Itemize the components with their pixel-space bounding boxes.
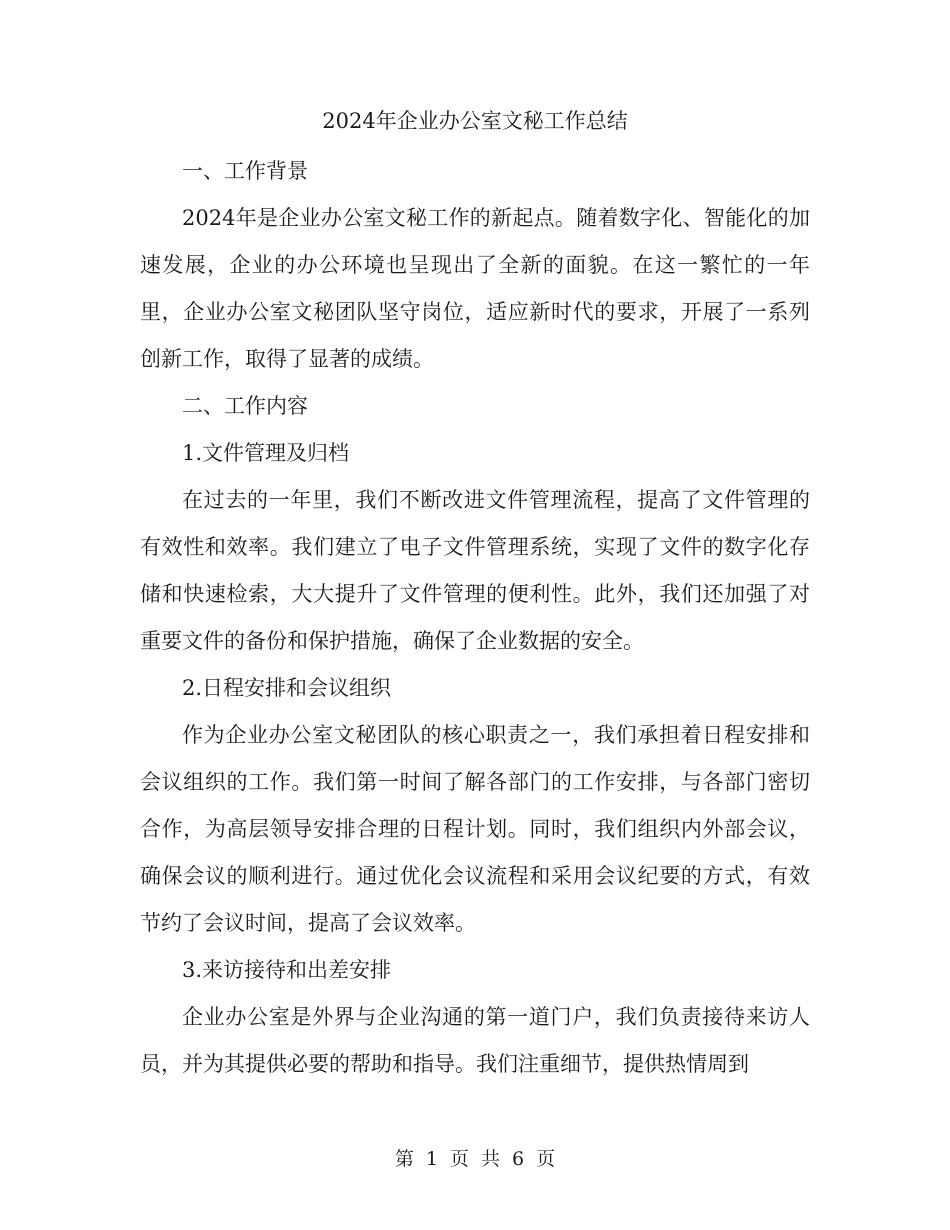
paragraph-background: 2024年是企业办公室文秘工作的新起点。随着数字化、智能化的加速发展，企业的办公环境也呈现出了全新的面貌。在这一繁忙的一年里，企业办公室文秘团队坚守岗位，适应新时代的要求，开展了一系列创新工作，取得了显著的成绩。 (140, 206, 810, 371)
page-number-footer: 第 1 页 共 6 页 (394, 1148, 556, 1170)
paragraph-reception-travel: 企业办公室是外界与企业沟通的第一道门户，我们负责接待来访人员，并为其提供必要的帮助和指导。我们注重细节，提供热情周到 (140, 1005, 810, 1076)
subheading-file-management: 1.文件管理及归档 (182, 441, 350, 465)
paragraph-file-management: 在过去的一年里，我们不断改进文件管理流程，提高了文件管理的有效性和效率。我们建立了电子文件管理系统，实现了文件的数字化存储和快速检索，大大提升了文件管理的便利性。此外，我们还加强了对重要文件的备份和保护措施，确保了企业数据的安全。 (140, 488, 810, 653)
section-heading-content: 二、工作内容 (182, 394, 308, 418)
paragraph-schedule-meetings: 作为企业办公室文秘团队的核心职责之一，我们承担着日程安排和会议组织的工作。我们第一时间了解各部门的工作安排，与各部门密切合作，为高层领导安排合理的日程计划。同时，我们组织内外部会议，确保会议的顺利进行。通过优化会议流程和采用会议纪要的方式，有效节约了会议时间，提高了会议效率。 (140, 723, 810, 935)
document-body (140, 148, 810, 1088)
document-title: 2024年企业办公室文秘工作总结 (322, 109, 628, 133)
section-heading-background: 一、工作背景 (182, 159, 308, 183)
subheading-reception-travel: 3.来访接待和出差安排 (182, 958, 392, 982)
subheading-schedule-meetings: 2.日程安排和会议组织 (182, 676, 392, 700)
